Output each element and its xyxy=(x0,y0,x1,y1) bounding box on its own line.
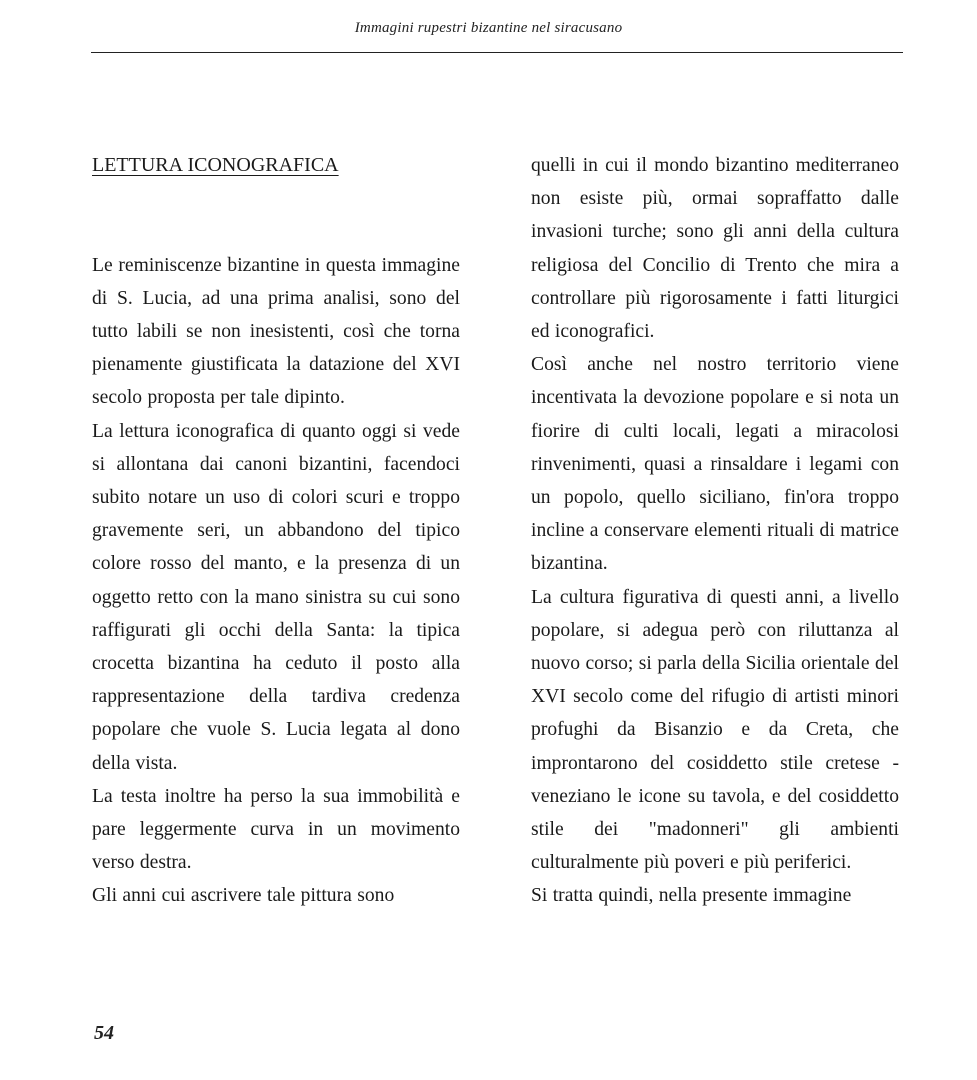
paragraph: quelli in cui il mondo bizantino mediterraneo non esiste più, ormai sopraffatto dalle invasioni turche; sono gli anni della cultura religiosa del Concilio di Trento che mira a controllare più rigorosamente i fatti liturgici ed iconografici. xyxy=(531,155,899,343)
paragraph: Gli anni cui ascrivere tale pittura sono xyxy=(92,885,395,907)
paragraph: La cultura figurativa di questi anni, a livello popolare, si adegua però con riluttanza al nuovo corso; si parla della Sicilia orientale del XVI secolo come del rifugio di artisti minori profughi da Bisanzio e da Creta, che improntarono del cosiddetto stile cretese - veneziano le icone su tavola, e del cosiddetto stile dei "madonneri" gli ambienti culturalmente più poveri e più periferici. xyxy=(531,586,899,874)
right-column xyxy=(531,149,899,913)
paragraph: Si tratta quindi, nella presente immagine xyxy=(531,885,852,907)
section-heading: LETTURA ICONOGRAFICA xyxy=(92,154,339,176)
header-rule xyxy=(91,52,903,53)
running-header: Immagini rupestri bizantine nel siracusano xyxy=(354,20,623,36)
paragraph: Le reminiscenze bizantine in questa immagine di S. Lucia, ad una prima analisi, sono del tutto labili se non inesistenti, così che torna pienamente giustificata la datazione del XVI secolo proposta per tale dipinto. xyxy=(92,254,460,409)
paragraph: La lettura iconografica di quanto oggi si vede si allontana dai canoni bizantini, facendoci subito notare un uso di colori scuri e troppo gravemente seri, un abbandono del tipico colore rosso del manto, e la presenza di un oggetto retto con la mano sinistra su cui sono raffigurati gli occhi della Santa: la tipica crocetta bizantina ha ceduto il posto alla rappresentazione della tardiva credenza popolare che vuole S. Lucia legata al dono della vista. xyxy=(92,420,460,774)
paragraph: Così anche nel nostro territorio viene incentivata la devozione popolare e si nota un fiorire di culti locali, legati a miracolosi rinvenimenti, quasi a rinsaldare i legami con un popolo, quello siciliano, fin'ora troppo incline a conservare elementi rituali di matrice bizantina. xyxy=(531,354,899,575)
left-column xyxy=(92,149,460,913)
paragraph: La testa inoltre ha perso la sua immobilità e pare leggermente curva in un movimento verso destra. xyxy=(92,785,460,874)
page-number: 54 xyxy=(94,1022,114,1044)
